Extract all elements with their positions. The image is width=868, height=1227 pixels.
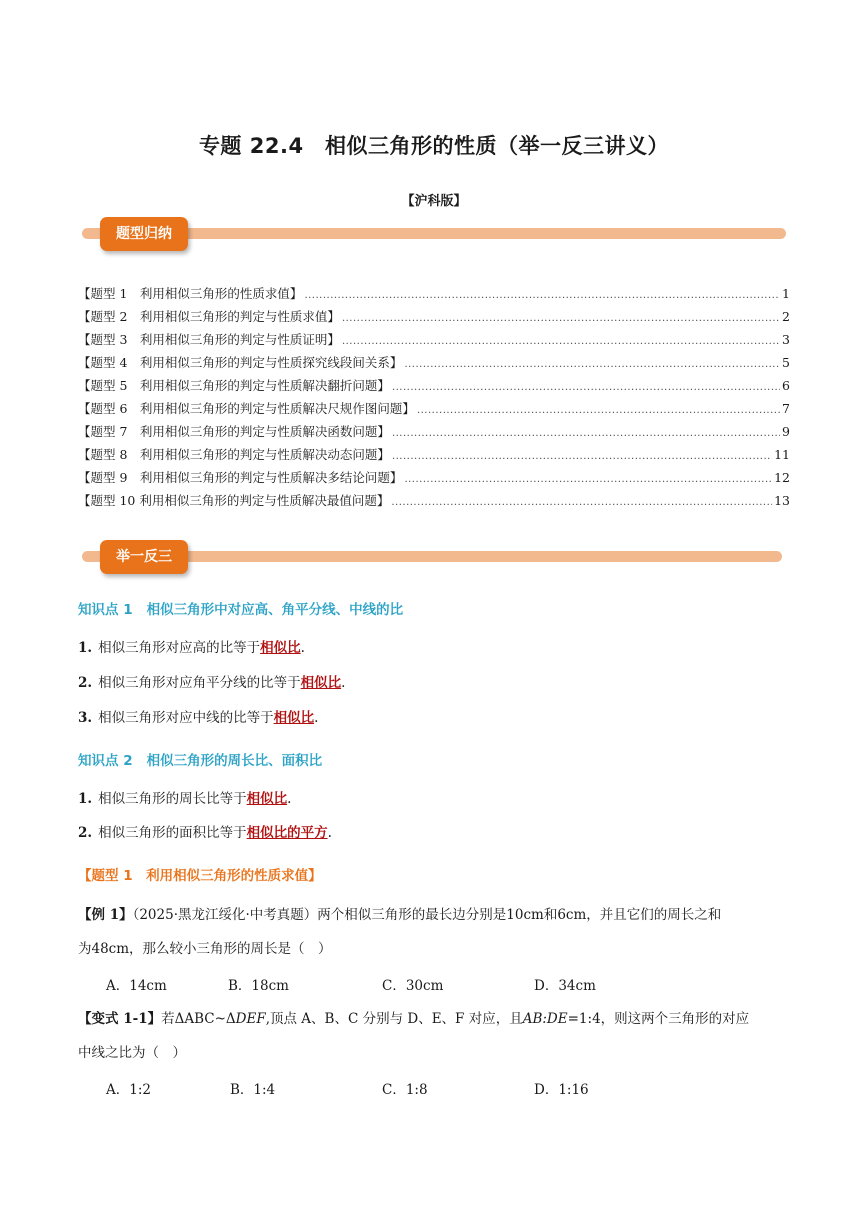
toc-row[interactable]: 【题型 2 利用相似三角形的判定与性质求值】 ..... 2	[78, 307, 790, 330]
answer-text: 相似比	[260, 640, 301, 656]
variant-1-1-question: 【变式 1-1】若ΔABC~ΔDEF,顶点 A、B、C 分别与 D、E、F 对应，且AB:DE=1:4，则这两个三角形的对应 中线之比为（ ）	[78, 1011, 750, 1061]
toc-row[interactable]: 【题型 7 利用相似三角形的判定与性质解决函数问题】 ..... 9	[78, 422, 790, 445]
choice-d[interactable]: D．34cm	[534, 978, 596, 994]
answer-text: 相似比	[300, 675, 342, 691]
choice-c[interactable]: C．1:8	[382, 1082, 428, 1098]
answer-text: 相似比	[273, 710, 315, 726]
toc-row[interactable]: 【题型 8 利用相似三角形的判定与性质解决动态问题】 ..... 11	[78, 445, 790, 468]
knowledge-item: 2. 相似三角形的面积比等于相似比的平方.	[78, 825, 332, 841]
choice-a[interactable]: A．14cm	[106, 978, 167, 994]
toc-leader-dots	[404, 359, 780, 370]
section-badge-question-types: 题型归纳	[100, 217, 188, 251]
toc-leader-dots	[404, 474, 772, 485]
knowledge-point-2-heading: 知识点 2 相似三角形的周长比、面积比	[78, 753, 323, 769]
question-type-1-heading: 【题型 1 利用相似三角形的性质求值】	[78, 868, 322, 884]
table-of-contents	[78, 284, 790, 514]
edition-label: 【沪科版】	[401, 194, 467, 209]
toc-row[interactable]: 【题型 10 利用相似三角形的判定与性质解决最值问题】 ..... 13	[78, 491, 790, 514]
toc-leader-dots	[392, 382, 780, 393]
example-1-choices	[106, 974, 706, 994]
section-badge-examples: 举一反三	[100, 540, 188, 574]
toc-row[interactable]: 【题型 9 利用相似三角形的判定与性质解决多结论问题】 ..... 12	[78, 468, 790, 491]
knowledge-item: 1. 相似三角形对应高的比等于相似比.	[78, 640, 305, 656]
toc-leader-dots	[304, 290, 780, 301]
choice-b[interactable]: B．1:4	[230, 1082, 276, 1098]
variant-1-1-choices	[106, 1078, 706, 1098]
page-title: 专题 22.4 相似三角形的性质（举一反三讲义）	[198, 134, 670, 158]
toc-row[interactable]: 【题型 3 利用相似三角形的判定与性质证明】 ..... 3	[78, 330, 790, 353]
example-1-question: 【例 1】（2025·黑龙江绥化·中考真题）两个相似三角形的最长边分别是10cm和6cm，并且它们的周长之和 为48cm，那么较小三角形的周长是（ ）	[78, 907, 722, 957]
toc-leader-dots	[342, 313, 780, 324]
choice-a[interactable]: A．1:2	[106, 1082, 151, 1098]
answer-text: 相似比的平方	[246, 825, 328, 841]
knowledge-item: 3. 相似三角形对应中线的比等于相似比.	[78, 710, 319, 726]
toc-leader-dots	[417, 405, 780, 416]
knowledge-item: 2. 相似三角形对应角平分线的比等于相似比.	[78, 675, 346, 691]
knowledge-item: 1. 相似三角形的周长比等于相似比.	[78, 791, 292, 807]
knowledge-point-1-heading: 知识点 1 相似三角形中对应高、角平分线、中线的比	[78, 602, 404, 618]
choice-b[interactable]: B．18cm	[228, 978, 289, 994]
answer-text: 相似比	[246, 791, 288, 807]
choice-d[interactable]: D．1:16	[534, 1082, 589, 1098]
toc-leader-dots	[342, 336, 780, 347]
toc-row[interactable]: 【题型 1 利用相似三角形的性质求值】 ..... 1	[78, 284, 790, 307]
toc-leader-dots	[392, 428, 780, 439]
toc-row[interactable]: 【题型 5 利用相似三角形的判定与性质解决翻折问题】 ..... 6	[78, 376, 790, 399]
choice-c[interactable]: C．30cm	[382, 978, 444, 994]
toc-row[interactable]: 【题型 4 利用相似三角形的判定与性质探究线段间关系】 ..... 5	[78, 353, 790, 376]
toc-leader-dots	[392, 451, 772, 462]
toc-leader-dots	[391, 497, 772, 508]
toc-row[interactable]: 【题型 6 利用相似三角形的判定与性质解决尺规作图问题】 ..... 7	[78, 399, 790, 422]
